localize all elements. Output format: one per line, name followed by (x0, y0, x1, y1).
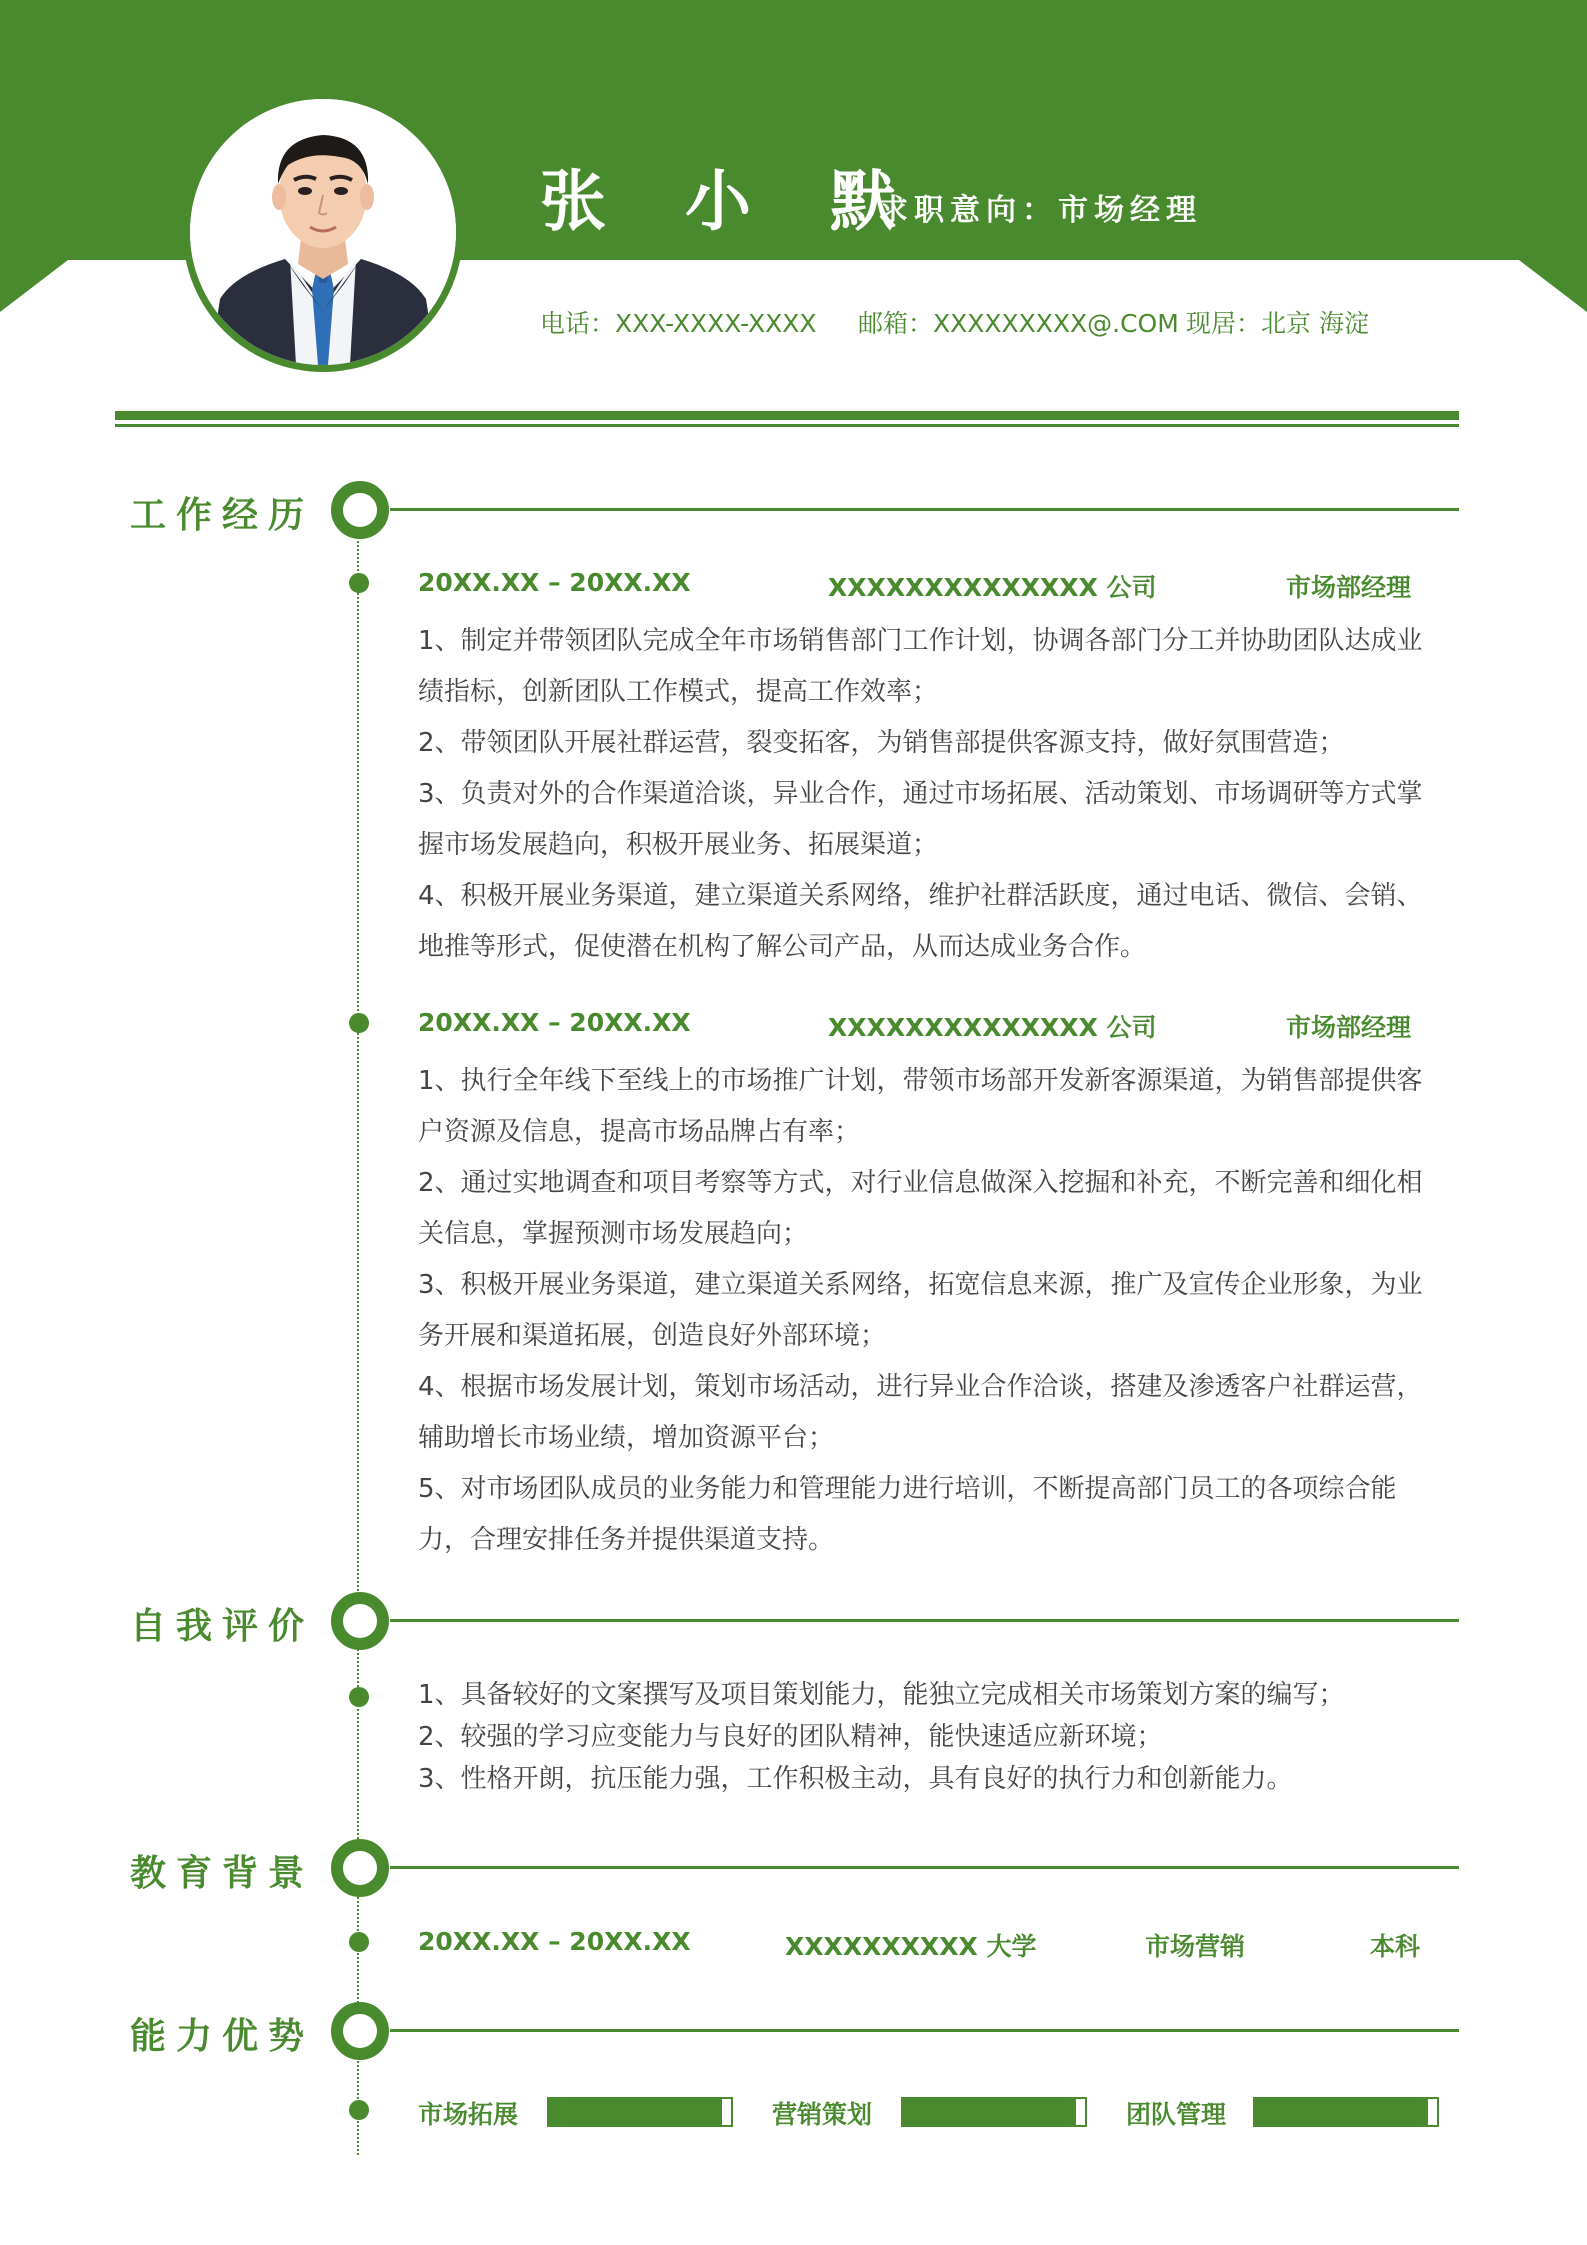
job2-duty: 2、通过实地调查和项目考察等方式，对行业信息做深入挖掘和补充，不断完善和细化相关信息，掌握预测市场发展趋向； (418, 1168, 1423, 1249)
section-rule-self-eval (390, 1619, 1459, 1622)
self-eval-list (418, 1674, 1458, 1800)
section-rule-education (390, 1866, 1459, 1869)
header-fold-left (0, 260, 68, 312)
header-fold-right (1519, 260, 1587, 312)
section-rule-skills (390, 2029, 1459, 2032)
timeline-dot (349, 2100, 369, 2120)
section-marker-self-eval (331, 1592, 389, 1650)
job1-period: 20XX.XX – 20XX.XX (418, 568, 691, 597)
section-title-work: 工作经历 (130, 494, 315, 536)
candidate-name: 张 小 默 (540, 162, 924, 240)
skill-bar (901, 2097, 1087, 2127)
edu-period: 20XX.XX – 20XX.XX (418, 1927, 691, 1956)
job1-title: 市场部经理 (1286, 573, 1412, 602)
edu-degree: 本科 (1370, 1932, 1421, 1961)
job2-duty: 3、积极开展业务渠道，建立渠道关系网络，拓宽信息来源，推广及宣传企业形象，为业务开展和渠道拓展，创造良好外部环境； (418, 1270, 1423, 1351)
section-title-skills: 能力优势 (130, 2015, 315, 2057)
job2-title: 市场部经理 (1286, 1013, 1412, 1042)
timeline-dot (349, 1013, 369, 1033)
location-text: 现居：北京 海淀 (1186, 309, 1369, 338)
section-marker-education (331, 1839, 389, 1897)
job2-duty: 4、根据市场发展计划，策划市场活动，进行异业合作洽谈，搭建及渗透客户社群运营，辅助增长市场业绩，增加资源平台； (418, 1372, 1423, 1453)
section-rule-work (390, 508, 1459, 511)
job1-company: XXXXXXXXXXXXXX 公司 (828, 573, 1157, 602)
job1-duty: 1、制定并带领团队完成全年市场销售部门工作计划，协调各部门分工并协助团队达成业绩指标，创新团队工作模式，提高工作效率； (418, 626, 1423, 707)
avatar-illustration (190, 99, 456, 365)
timeline-dot (349, 1687, 369, 1707)
avatar (190, 99, 456, 365)
job1-duty: 4、积极开展业务渠道，建立渠道关系网络，维护社群活跃度，通过电话、微信、会销、地推等形式，促使潜在机构了解公司产品，从而达成业务合作。 (418, 881, 1423, 962)
job1-duties (418, 616, 1438, 973)
skill-bar (1253, 2097, 1439, 2127)
section-title-self-eval: 自我评价 (130, 1605, 315, 1647)
skill-name: 营销策划 (772, 2100, 873, 2129)
job2-period: 20XX.XX – 20XX.XX (418, 1008, 691, 1037)
self-eval-item: 1、具备较好的文案撰写及项目策划能力，能独立完成相关市场策划方案的编写； (418, 1680, 1345, 1710)
skill-name: 市场拓展 (418, 2100, 519, 2129)
self-eval-item: 3、性格开朗，抗压能力强，工作积极主动，具有良好的执行力和创新能力。 (418, 1764, 1293, 1794)
self-eval-item: 2、较强的学习应变能力与良好的团队精神，能快速适应新环境； (418, 1722, 1163, 1752)
job2-duty: 5、对市场团队成员的业务能力和管理能力进行培训，不断提高部门员工的各项综合能力，合理安排任务并提供渠道支持。 (418, 1474, 1397, 1555)
section-title-education: 教育背景 (130, 1852, 315, 1894)
timeline-line (357, 530, 359, 2155)
header-divider-thick (115, 411, 1459, 420)
job1-duty: 2、带领团队开展社群运营，裂变拓客，为销售部提供客源支持，做好氛围营造； (418, 728, 1345, 758)
job2-company: XXXXXXXXXXXXXX 公司 (828, 1013, 1157, 1042)
skill-bar-fill (903, 2099, 1076, 2125)
edu-school: XXXXXXXXXX 大学 (785, 1932, 1037, 1961)
skill-name: 团队管理 (1126, 2100, 1227, 2129)
job2-duties (418, 1056, 1438, 1566)
edu-major: 市场营销 (1145, 1932, 1246, 1961)
section-marker-work (331, 481, 389, 539)
job2-duty: 1、执行全年线下至线上的市场推广计划，带领市场部开发新客源渠道，为销售部提供客户资源及信息，提高市场品牌占有率； (418, 1066, 1423, 1147)
timeline-dot (349, 573, 369, 593)
email-text: 邮箱：XXXXXXXXX@.COM (858, 309, 1179, 338)
job-intent: 求职意向：市场经理 (878, 193, 1202, 228)
phone-text: 电话：XXX-XXXX-XXXX (540, 309, 817, 338)
timeline-dot (349, 1932, 369, 1952)
section-marker-skills (331, 2002, 389, 2060)
job1-duty: 3、负责对外的合作渠道洽谈，异业合作，通过市场拓展、活动策划、市场调研等方式掌握市场发展趋向，积极开展业务、拓展渠道； (418, 779, 1423, 860)
skill-bar-fill (1255, 2099, 1428, 2125)
skill-bar (547, 2097, 733, 2127)
skill-bar-fill (549, 2099, 722, 2125)
header-divider-thin (115, 424, 1459, 427)
